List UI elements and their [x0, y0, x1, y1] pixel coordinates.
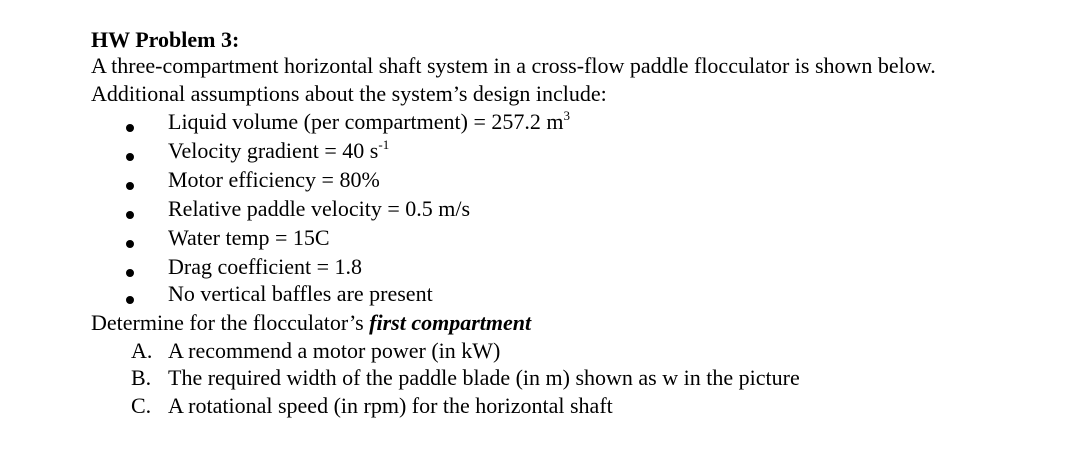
assumption-text: Velocity gradient = 40 $s^{-1}$ — [168, 136, 390, 163]
assumption-text: Motor efficiency = 80% — [168, 167, 380, 192]
assumption-text: Liquid volume (per compartment) = 257.2 $m^3$ — [168, 107, 570, 134]
determine-prefix: Determine for the flocculator’s — [91, 310, 370, 335]
problem-title: HW Problem 3: — [91, 27, 240, 52]
intro-line-1: A three-compartment horizontal shaft system in a cross-flow paddle flocculator is shown below. — [91, 53, 936, 78]
bullet-icon — [126, 240, 134, 248]
assumption-text: Drag coefficient = 1.8 — [168, 254, 363, 279]
bullet-icon — [126, 296, 134, 304]
question-text: The required width of the paddle blade (in m) shown as w in the picture — [168, 365, 800, 390]
question-letter: A. — [131, 338, 153, 363]
bullet-icon — [126, 182, 134, 190]
assumption-text: Relative paddle velocity = 0.5 m/s — [168, 196, 471, 221]
bullet-icon — [126, 153, 134, 161]
bullet-icon — [126, 269, 134, 277]
determine-line — [91, 312, 531, 334]
intro-line-2: Additional assumptions about the system’s design include: — [91, 81, 607, 106]
bullet-icon — [126, 124, 134, 132]
assumption-text: No vertical baffles are present — [168, 281, 433, 306]
question-letter: C. — [131, 393, 152, 418]
determine-emphasis: first compartment — [369, 310, 532, 335]
question-letter: B. — [131, 365, 152, 390]
question-text: A rotational speed (in rpm) for the horizontal shaft — [168, 393, 613, 418]
question-text: A recommend a motor power (in kW) — [168, 338, 501, 363]
assumption-text: Water temp = 15C — [168, 225, 330, 250]
bullet-icon — [126, 211, 134, 219]
